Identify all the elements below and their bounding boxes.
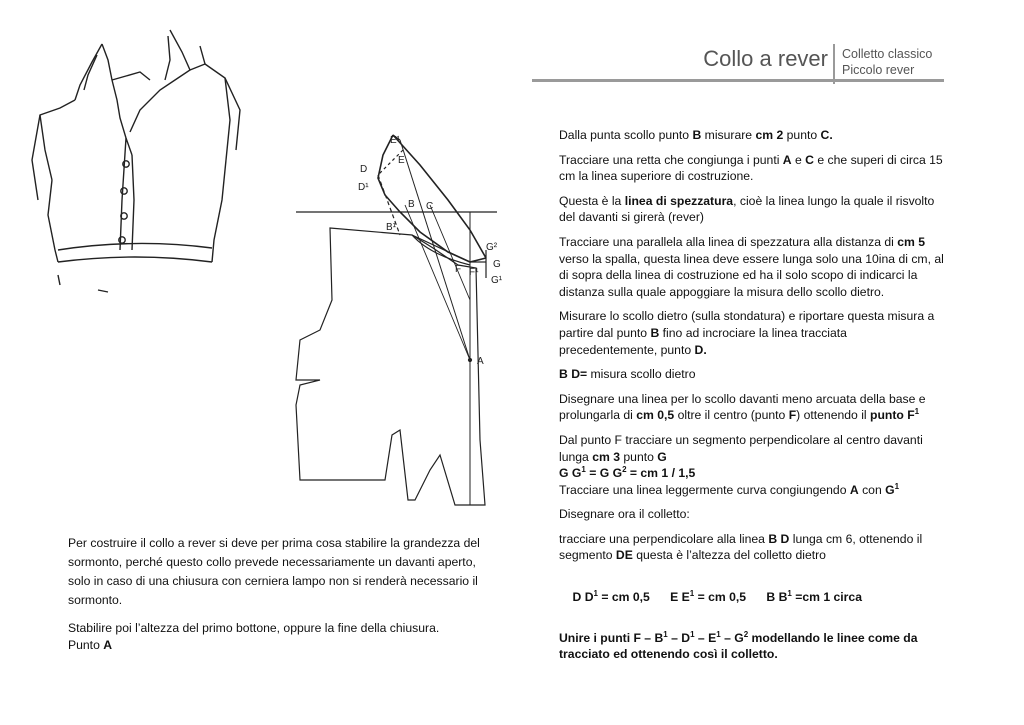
instruction-3: Questa è la linea di spezzatura, cioè la linea lungo la quale il risvolto del davanti si girerà (rever) bbox=[559, 193, 935, 225]
instruction-11: D $D^1$ = cm 0,5 E $E^1$ = cm 0,5 B $B^1 =cm$ 1 circa bbox=[572, 588, 862, 604]
instruction-1: Dalla punta scollo punto B misurare cm 2 punto C. bbox=[559, 128, 833, 142]
label-b1: B¹ bbox=[386, 222, 396, 233]
blouse-sketch-illustration bbox=[20, 20, 250, 300]
label-f: F bbox=[455, 264, 462, 275]
instruction-2: Tracciare una retta che congiunga i punti A e C e che superi di circa 15 cm la linea superiore di costruzione. bbox=[559, 152, 943, 184]
instruction-4: Tracciare una parallela alla linea di spezzatura alla distanza di cm 5 verso la spalla, questa linea deve essere lunga solo una 10ina di cm, al di sopra della linea di costruzione ed ha il solo scopo di indicarci la distanza sulla quale appoggiare la misura dello scollo dietro. bbox=[559, 234, 944, 299]
label-f1: F¹ bbox=[469, 267, 479, 278]
pattern-diagram bbox=[280, 120, 510, 510]
page-title: Collo a rever bbox=[703, 46, 828, 71]
header-subtitle-1: Colletto classico bbox=[842, 47, 933, 61]
instructions-column bbox=[559, 127, 944, 663]
label-b: B bbox=[408, 199, 415, 210]
label-e: E bbox=[398, 155, 405, 166]
label-c: C bbox=[426, 201, 434, 212]
intro-paragraph: Per costruire il collo a rever si deve per prima cosa stabilire la grandezza del sormonto, perché questo collo prevede necessariamente un davanti aperto, solo in caso di una chiusura con cerniera lampo non si renderà necessario il sormonto. bbox=[68, 536, 480, 607]
label-e1: E¹ bbox=[390, 135, 400, 146]
header-rule bbox=[532, 79, 944, 82]
instruction-5: Misurare lo scollo dietro (sulla stondatura) e riportare questa misura a partire dal punto B fino ad incrociare la linea tracciata precedentemente, punto D. bbox=[559, 309, 935, 357]
button-height-paragraph: Stabilire poi l’altezza del primo bottone, oppure la fine della chiusura. Punto A bbox=[68, 621, 440, 652]
label-g: G bbox=[493, 259, 501, 270]
instruction-10: tracciare una perpendicolare alla linea B D lunga cm 6, ottenendo il segmento DE questa è l’altezza del colletto dietro bbox=[559, 531, 923, 563]
label-d1: D¹ bbox=[358, 182, 369, 193]
instruction-9: Disegnare ora il colletto: bbox=[559, 507, 690, 522]
instruction-7: Disegnare una linea per lo scollo davanti meno arcuata della base e prolungarla di cm 0,5 oltre il centro (punto F) ottenendo il punto $F^1$ bbox=[559, 391, 926, 423]
label-d: D bbox=[360, 164, 368, 175]
intro-text bbox=[68, 534, 488, 653]
header-divider bbox=[833, 44, 835, 84]
label-a: A bbox=[477, 356, 484, 367]
header-subtitle-2: Piccolo rever bbox=[842, 63, 915, 77]
label-g2: G² bbox=[486, 242, 498, 253]
instruction-6: B D= misura scollo dietro bbox=[559, 367, 696, 382]
instruction-8: Dal punto F tracciare un segmento perpendicolare al centro davanti lunga cm 3 punto G G $G^1 = G$ $G^2$ = cm 1 / 1,5 Tracciare una linea leggermente curva congiungendo A con $G^1$ bbox=[559, 432, 923, 497]
label-g1: G¹ bbox=[491, 275, 503, 286]
instruction-12: Unire i punti F – $B^1 - D^1 - E^1 - G^2$ modellando le linee come da tracciato ed ottenendo così il colletto. bbox=[559, 629, 918, 662]
